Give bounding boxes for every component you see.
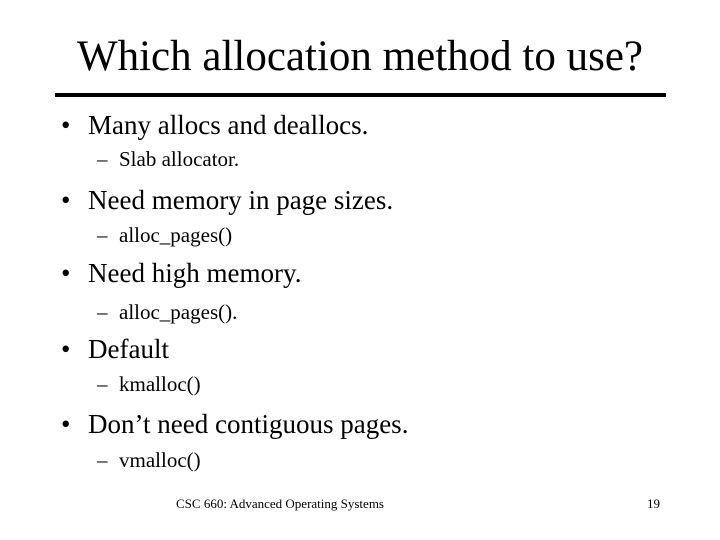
bullet-item (61, 333, 169, 365)
sub-glyph: – (97, 223, 108, 247)
sub-item (97, 299, 237, 325)
bullet-text: Need high memory. (88, 258, 302, 288)
sub-text: vmalloc() (119, 448, 201, 472)
sub-text: alloc_pages() (119, 223, 233, 247)
sub-item (97, 447, 201, 473)
footer-text: CSC 660: Advanced Operating Systems (176, 496, 384, 511)
bullet-item (61, 257, 301, 289)
sub-item (97, 371, 201, 397)
page-number: 19 (647, 496, 660, 511)
slide-title: Which allocation method to use? (77, 33, 643, 80)
sub-glyph: – (97, 300, 108, 324)
bullet-glyph: • (61, 110, 71, 140)
bullet-glyph: • (61, 258, 71, 288)
bullet-item (61, 184, 393, 216)
bullet-glyph: • (61, 409, 71, 439)
bullet-item (61, 109, 368, 141)
sub-text: alloc_pages(). (119, 300, 238, 324)
sub-text: kmalloc() (119, 372, 201, 396)
sub-glyph: – (97, 147, 108, 171)
bullet-text: Need memory in page sizes. (88, 185, 394, 215)
sub-item (97, 146, 239, 172)
bullet-text: Many allocs and deallocs. (88, 110, 369, 140)
bullet-text: Default (88, 334, 169, 364)
sub-glyph: – (97, 372, 108, 396)
sub-item (97, 222, 232, 248)
sub-glyph: – (97, 448, 108, 472)
bullet-glyph: • (61, 334, 71, 364)
sub-text: Slab allocator. (119, 147, 240, 171)
bullet-glyph: • (61, 185, 71, 215)
bullet-text: Don’t need contiguous pages. (88, 409, 409, 439)
bullet-item (61, 408, 408, 440)
